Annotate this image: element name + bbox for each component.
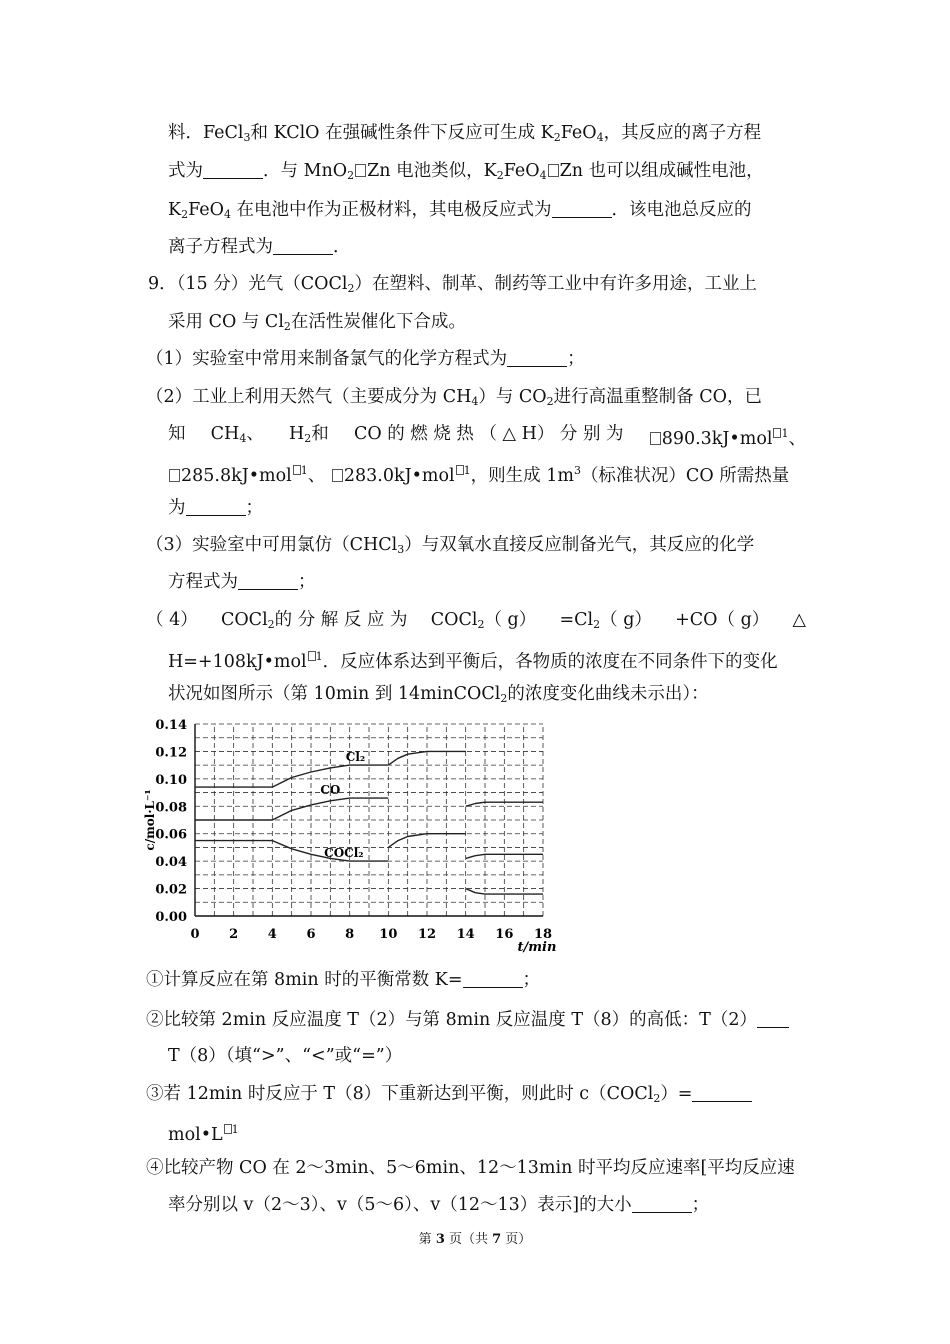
y-tick-label: 0.00 [155,910,187,925]
missing-glyph-icon [169,469,180,482]
missing-glyph-icon [650,432,661,445]
answer-blank[interactable] [757,1009,789,1028]
x-tick-label: 6 [306,927,316,942]
answer-blank[interactable] [186,497,246,516]
q9-part-1: （1）实验室中常用来制备氯气的化学方程式为 ； [146,349,585,369]
x-tick-label: 10 [379,927,398,942]
p8-line-3: $K_2FeO_4$ 在电池中作为正极材料，其电极反应式为 ．该电池总反应的 [168,200,752,221]
y-tick-label: 0.12 [155,745,187,761]
q9-part-2-line-3: 285.8kJ•mol $^1$、 283.0kJ•mol $^1$，则生成 $1m^3$（标准状况）CO 所需热量 [168,459,789,488]
page-footer: 第 3 页（共 7 页） [418,1232,532,1247]
q9-part-3-line-1: （3）实验室中可用氯仿（CHCl$_3$）与双氧水直接反应制备光气，其反应的化学 [146,535,755,556]
y-axis-label: c/mol·L⁻¹ [143,789,157,851]
p8-line-4: 离子方程式为 ． [168,237,351,257]
q9-item-3-line-1: ③若 12min 时反应于 T（8）下重新达到平衡，则此时 c（COCl$_2$）= [146,1082,752,1111]
chart-labels [143,718,556,955]
missing-glyph-icon [332,469,343,482]
x-tick-label: 0 [190,927,200,942]
x-tick-label: 16 [495,927,514,942]
q9-part-4-line-2: H=+108kJ•mol $^1$．反应体系达到平衡后，各物质的浓度在不同条件下的变化 [168,650,778,672]
concentration-chart [140,712,560,960]
answer-blank[interactable] [692,1083,752,1102]
series-label-cocl2: COCl₂ [324,846,364,861]
answer-blank[interactable] [632,1194,692,1213]
x-tick-label: 2 [229,927,239,942]
q9-part-4-line-1: （ 4） COCl$_2$的 分 解 反 应 为 COCl$_2$（ g） $=Cl_2$（ g） +CO（ g） △ [146,610,806,631]
p8-line-2: 式为 ．与 MnO$_2$ Zn 电池类似，$K_2FeO_4$ Zn 也可以组成碱性电池， [168,161,764,182]
x-tick-label: 14 [456,927,475,942]
answer-blank[interactable] [203,160,263,179]
x-tick-label: 12 [417,927,437,942]
missing-glyph-icon [548,164,559,177]
missing-glyph-icon [224,1124,232,1134]
answer-blank[interactable] [552,199,612,218]
x-tick-label: 4 [267,927,277,942]
answer-blank[interactable] [238,571,298,590]
y-tick-label: 0.04 [155,855,187,871]
q9-stem-line-2: 采用 CO 与 $Cl_2$在活性炭催化下合成。 [168,312,466,333]
q9-part-2-line-2: 知 $CH_4$、 $H_2$和 CO 的 燃 烧 热 （ △ H） 分 别 为 890.3kJ•mol $^1$、 [168,424,806,449]
series-label-co: CO [320,782,341,797]
answer-blank[interactable] [507,348,567,367]
q9-part-2-line-4: 为 ； [168,498,263,518]
y-tick-label: 0.08 [155,800,187,816]
y-tick-label: 0.02 [155,882,187,898]
missing-glyph-icon [355,164,366,177]
q9-item-2-line-1: ②比较第 2min 反应温度 T（2）与第 8min 反应温度 T（8）的高低：T（2） [146,1008,789,1032]
series-co [466,802,543,806]
y-tick-label: 0.10 [155,772,187,788]
x-tick-label: 18 [533,927,553,942]
q9-part-4-line-3: 状况如图所示（第 10min 到 14minCOCl$_2$的浓度变化曲线未示出）： [168,684,709,705]
missing-glyph-icon [293,465,301,475]
answer-blank[interactable] [463,969,523,988]
p8-line-1: 料．FeCl$_3$和 KClO 在强碱性条件下反应可生成 $K_2FeO_4$，其反应的离子方程 [168,123,762,144]
q9-part-3-line-2: 方程式为 ； [168,572,316,592]
q9-item-4-line-1: ④比较产物 CO 在 2～3min、5～6min、12～13min 时平均反应速率[平均反应速 [146,1158,795,1178]
x-axis-label: t/min [517,940,557,955]
q9-item-4-line-2: 率分别以 v（2～3）、v（5～6）、v（12～13）表示]的大小 ； [168,1195,710,1215]
missing-glyph-icon [456,465,464,475]
missing-glyph-icon [308,651,316,661]
y-tick-label: 0.14 [155,718,187,733]
answer-blank[interactable] [273,236,333,255]
q9-part-2-line-1: （2）工业上利用天然气（主要成分为 $CH_4$）与 $CO_2$进行高温重整制备 CO，已 [146,387,762,408]
q9-item-1: ①计算反应在第 8min 时的平衡常数 K= ； [146,970,541,990]
q9-item-3-line-2: mol•L $^1$ [168,1123,239,1145]
series-label-cl2: Cl₂ [345,750,366,765]
q9-item-2-line-2: T（8）（填“>”、“<”或“=”） [168,1046,403,1066]
q9-stem-line-1: 9．（15 分）光气（COCl$_2$）在塑料、制革、制药等工业中有许多用途，工业上 [148,274,757,295]
y-tick-label: 0.06 [155,827,187,843]
x-tick-label: 8 [345,927,355,942]
